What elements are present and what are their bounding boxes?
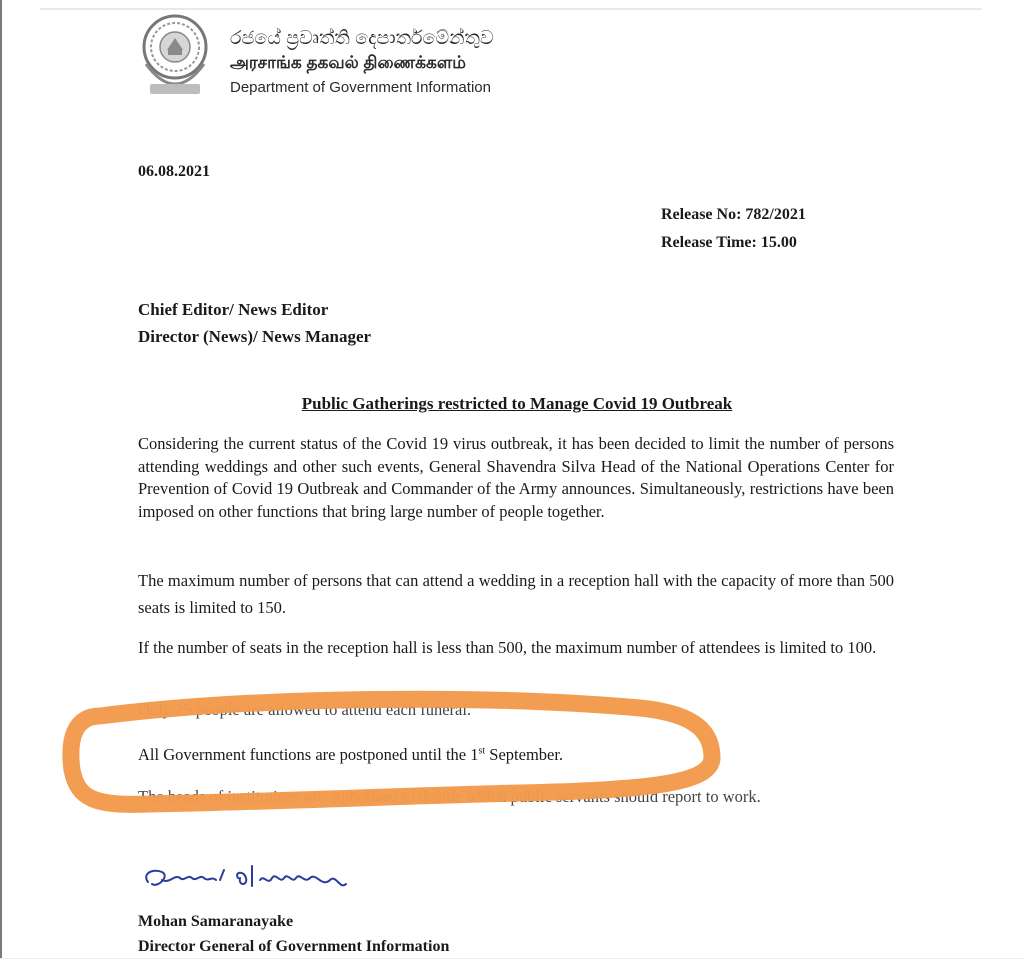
funeral-restriction-line: Only 25 people are allowed to attend each funeral. [138,700,472,719]
paragraph-intro: Considering the current status of the Covid 19 virus outbreak, it has been decided to limit the number of persons attending weddings and other such events, General Shavendra Silva Head of the National Operations Center for Prevention of Covid 19 Outbreak and Commander of the Army announces. Simultaneously, restrictions have been imposed on other functions that bring large number of people together. [138,434,894,521]
release-date: 06.08.2021 [138,163,210,180]
government-emblem-icon [140,12,210,98]
left-border [0,0,2,975]
government-functions-text: All Government functions are postponed until the 1 [138,745,479,764]
department-name-sinhala: රජයේ ප්‍රවෘත්ති දෙපාර්තමේන්තුව [230,28,494,49]
signature [140,860,360,905]
signatory-designation: Director General of Government Information [138,938,450,955]
government-functions-date: September. [485,745,564,764]
signatory-name: Mohan Samaranayake [138,913,294,930]
paragraph-wedding-large-hall: The maximum number of persons that can attend a wedding in a reception hall with the capacity of more than 500 seats is limited to 150. [138,571,894,617]
press-release-title: Public Gatherings restricted to Manage Covid 19 Outbreak [301,394,733,413]
addressee-line-2: Director (News)/ News Manager [138,327,372,346]
release-time: Release Time: 15.00 [661,234,797,251]
government-functions-line [138,745,563,765]
heads-of-institutions-line: The heads of institutions are authorised to decide which public servants should report to work. [138,787,761,806]
addressee-line-1: Chief Editor/ News Editor [138,300,329,319]
department-name-english: Department of Government Information [230,79,491,96]
paragraph-wedding-small-hall: If the number of seats in the reception hall is less than 500, the maximum number of attendees is limited to 100. [138,638,877,657]
department-name-tamil: அரசாங்க தகவல் திணைக்களம் [230,53,466,72]
ordinal-suffix: st [478,745,486,757]
top-border [40,8,982,10]
release-number: Release No: 782/2021 [661,206,806,223]
bottom-margin [0,958,1024,976]
